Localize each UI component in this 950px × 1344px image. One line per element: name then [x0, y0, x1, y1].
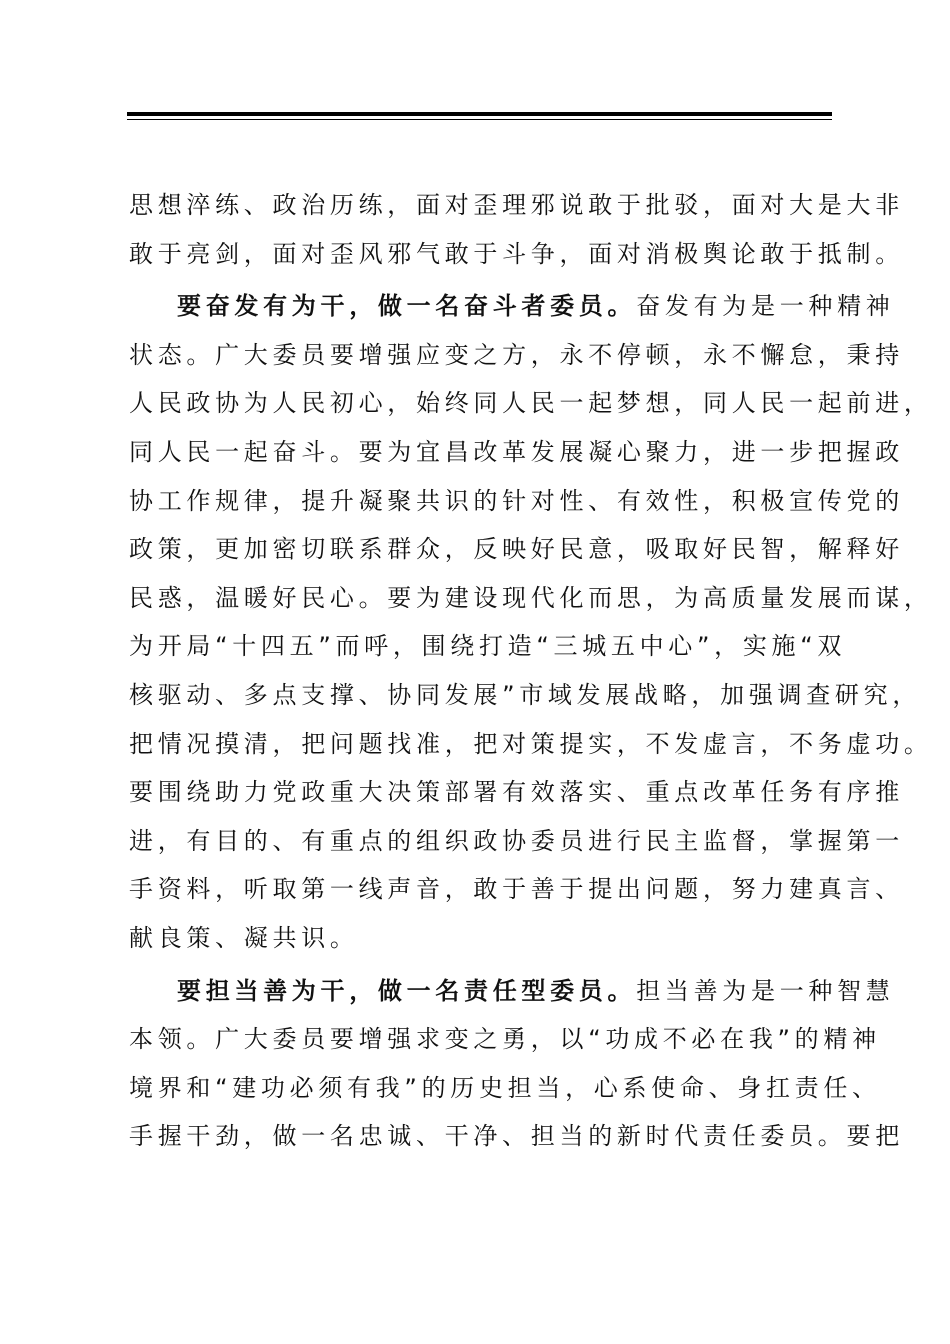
header-rule-thin [127, 119, 832, 120]
body-line: 思想淬练、政治历练，面对歪理邪说敢于批驳，面对大是大非 [129, 191, 904, 219]
paragraph-heading: 要奋发有为干，做一名奋斗者委员。 [177, 292, 637, 321]
body-line: 同人民一起奋斗。要为宜昌改革发展凝心聚力，进一步把握政 [129, 437, 904, 466]
body-line: 敢于亮剑，面对歪风邪气敢于斗争，面对消极舆论敢于抵制。 [129, 239, 904, 268]
header-rule-thick [127, 112, 832, 116]
body-line: 要围绕助力党政重大决策部署有效落实、重点改革任务有序推 [129, 778, 904, 807]
body-line: 民惑，温暖好民心。要为建设现代化而思，为高质量发展而谋， [129, 583, 933, 612]
body-line: 协工作规律，提升凝聚共识的针对性、有效性，积极宣传党的 [129, 486, 904, 515]
body-line: 把情况摸清，把问题找准，把对策提实，不发虚言，不务虚功。 [129, 729, 933, 758]
body-line: 核驱动、多点支撑、协同发展”市域发展战略，加强调查研究， [129, 680, 922, 709]
body-line: 本领。广大委员要增强求变之勇，以“功成不必在我”的精神 [129, 1025, 881, 1054]
body-line: 献良策、凝共识。 [129, 923, 359, 952]
paragraph-heading: 要担当善为干，做一名责任型委员。 [177, 976, 637, 1005]
body-line: 人民政协为人民初心，始终同人民一起梦想，同人民一起前进， [129, 389, 933, 418]
document-body [129, 181, 933, 1161]
body-line: 手握干劲，做一名忠诚、干净、担当的新时代责任委员。要把 [129, 1122, 904, 1151]
paragraph-heading-line: 要担当善为干，做一名责任型委员。担当善为是一种智慧 [177, 976, 895, 1005]
body-line: 为开局“十四五”而呼，围绕打造“三城五中心”，实施“双 [129, 632, 847, 661]
paragraph-heading-line: 要奋发有为干，做一名奋斗者委员。奋发有为是一种精神 [177, 292, 895, 321]
body-line: 境界和“建功必须有我”的历史担当，心系使命、身扛责任、 [129, 1073, 881, 1102]
body-line: 政策，更加密切联系群众，反映好民意，吸取好民智，解释好 [129, 535, 904, 564]
body-line: 手资料，听取第一线声音，敢于善于提出问题，努力建真言、 [129, 875, 904, 904]
body-line: 状态。广大委员要增强应变之方，永不停顿，永不懈怠，秉持 [129, 340, 904, 369]
body-line: 进，有目的、有重点的组织政协委员进行民主监督，掌握第一 [129, 826, 904, 855]
